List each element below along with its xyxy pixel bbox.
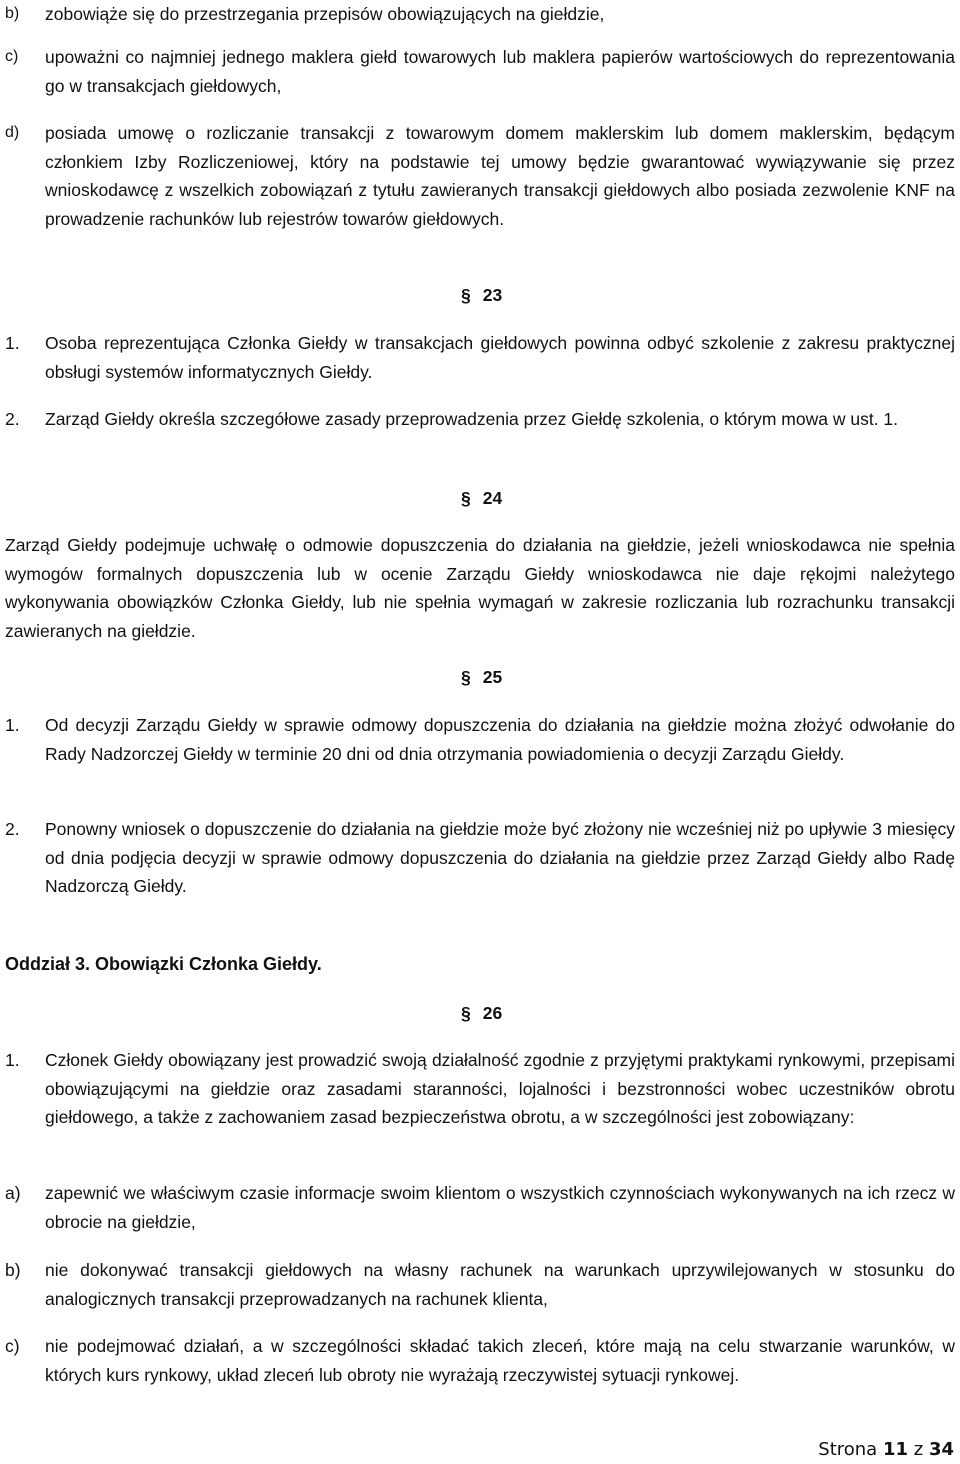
section-symbol: §: [461, 285, 471, 305]
list-item-b: [5, 0, 955, 29]
s23-point-1: [5, 329, 955, 386]
point-text: Od decyzji Zarządu Giełdy w sprawie odmowy dopuszczenia do działania na giełdzie można złożyć odwołanie do Rady Nadzorczej Giełdy w terminie 20 dni od dnia otrzymania powiadomienia o decyzji Zarządu Giełdy.: [45, 715, 955, 764]
current-page: 11: [882, 1439, 909, 1460]
section-heading-25: [461, 665, 502, 689]
footer-of: z: [913, 1439, 924, 1460]
point-marker: 2.: [5, 409, 20, 429]
list-marker: c): [5, 48, 19, 65]
section-number: 24: [482, 488, 503, 508]
section-symbol: §: [461, 667, 471, 687]
section-number: 26: [482, 1003, 503, 1023]
point-marker: 1.: [5, 715, 20, 735]
list-marker: b): [5, 1260, 21, 1280]
point-marker: 1.: [5, 333, 20, 353]
page-number-footer: [818, 1438, 954, 1462]
section-symbol: §: [461, 1003, 471, 1023]
list-item-text: nie podejmować działań, a w szczególności składać takich zleceń, które mają na celu stwarzanie warunków, w których kurs rynkowy, układ zleceń lub obroty nie wyrażają rzeczywistej sytuacji rynkowej.: [45, 1336, 955, 1385]
section-heading-26: [461, 1001, 502, 1025]
list-item-text: upoważni co najmniej jednego maklera giełd towarowych lub maklera papierów wartościowych do reprezentowania go w transakcjach giełdowych,: [45, 47, 955, 96]
total-pages: 34: [928, 1439, 954, 1460]
s25-point-2: [5, 815, 955, 901]
s24-paragraph: Zarząd Giełdy podejmuje uchwałę o odmowie dopuszczenia do działania na giełdzie, jeżeli wnioskodawca nie spełnia wymogów formalnych dopuszczenia lub w ocenie Zarządu Giełdy wnioskodawca nie daje rękojmi należytego wykonywania obowiązków Członka Giełdy, lub nie spełnia wymagań w zakresie rozliczania lub rozrachunku transakcji zawieranych na giełdzie.: [5, 535, 955, 641]
list-item-text: posiada umowę o rozliczanie transakcji z towarowym domem maklerskim lub domem maklerskim, będącym członkiem Izby Rozliczeniowej, który na podstawie tej umowy będzie gwarantować wywiązywanie się przez wnioskodawcę z wszelkich zobowiązań z tytułu zawieranych transakcji giełdowych albo posiada zezwolenie KNF na prowadzenie rachunków lub rejestrów towarów giełdowych.: [45, 123, 955, 229]
list-item-text: zobowiąże się do przestrzegania przepisów obowiązujących na giełdzie,: [45, 4, 605, 24]
point-marker: 1.: [5, 1050, 20, 1070]
list-marker: c): [5, 1336, 20, 1356]
s26-point-1: [5, 1046, 955, 1132]
s26-subitem-c: [5, 1332, 955, 1389]
list-marker: a): [5, 1183, 21, 1203]
list-marker: d): [5, 124, 20, 141]
section-symbol: §: [461, 488, 471, 508]
list-item-text: nie dokonywać transakcji giełdowych na własny rachunek na warunkach uprzywilejowanych w stosunku do analogicznych transakcji przeprowadzanych na rachunek klienta,: [45, 1260, 955, 1309]
point-text: Ponowny wniosek o dopuszczenie do działania na giełdzie może być złożony nie wcześniej niż po upływie 3 miesięcy od dnia podjęcia decyzji w sprawie odmowy dopuszczenia do działania na giełdzie przez Zarząd Giełdy albo Radę Nadzorczą Giełdy.: [45, 819, 955, 896]
point-text: Osoba reprezentująca Członka Giełdy w transakcjach giełdowych powinna odbyć szkolenie z zakresu praktycznej obsługi systemów informatycznych Giełdy.: [45, 333, 955, 382]
section-number: 23: [482, 285, 503, 305]
point-marker: 2.: [5, 819, 20, 839]
s26-subitem-a: [5, 1179, 955, 1236]
point-text: Członek Giełdy obowiązany jest prowadzić swoją działalność zgodnie z przyjętymi praktykami rynkowymi, przepisami obowiązującymi na giełdzie oraz zasadami staranności, lojalności i bezstronności wobec uczestników obrotu giełdowego, a także z zachowaniem zasad bezpieczeństwa obrotu, a w szczególności jest zobowiązany:: [45, 1050, 955, 1127]
s25-point-1: [5, 711, 955, 768]
section-heading-23: [461, 283, 502, 307]
s26-subitem-b: [5, 1256, 955, 1313]
point-text: Zarząd Giełdy określa szczegółowe zasady przeprowadzenia przez Giełdę szkolenia, o którym mowa w ust. 1.: [45, 409, 899, 429]
list-item-text: zapewnić we właściwym czasie informacje swoim klientom o wszystkich czynnościach wykonywanych na ich rzecz w obrocie na giełdzie,: [45, 1183, 955, 1232]
list-item-d: [5, 119, 955, 233]
section-number: 25: [482, 667, 503, 687]
s23-point-2: [5, 405, 955, 434]
list-marker: b): [5, 5, 20, 22]
section-heading-24: [461, 486, 502, 510]
list-item-c: [5, 43, 955, 100]
footer-label: Strona: [818, 1439, 878, 1460]
division-heading: Oddział 3. Obowiązki Członka Giełdy.: [5, 954, 322, 974]
